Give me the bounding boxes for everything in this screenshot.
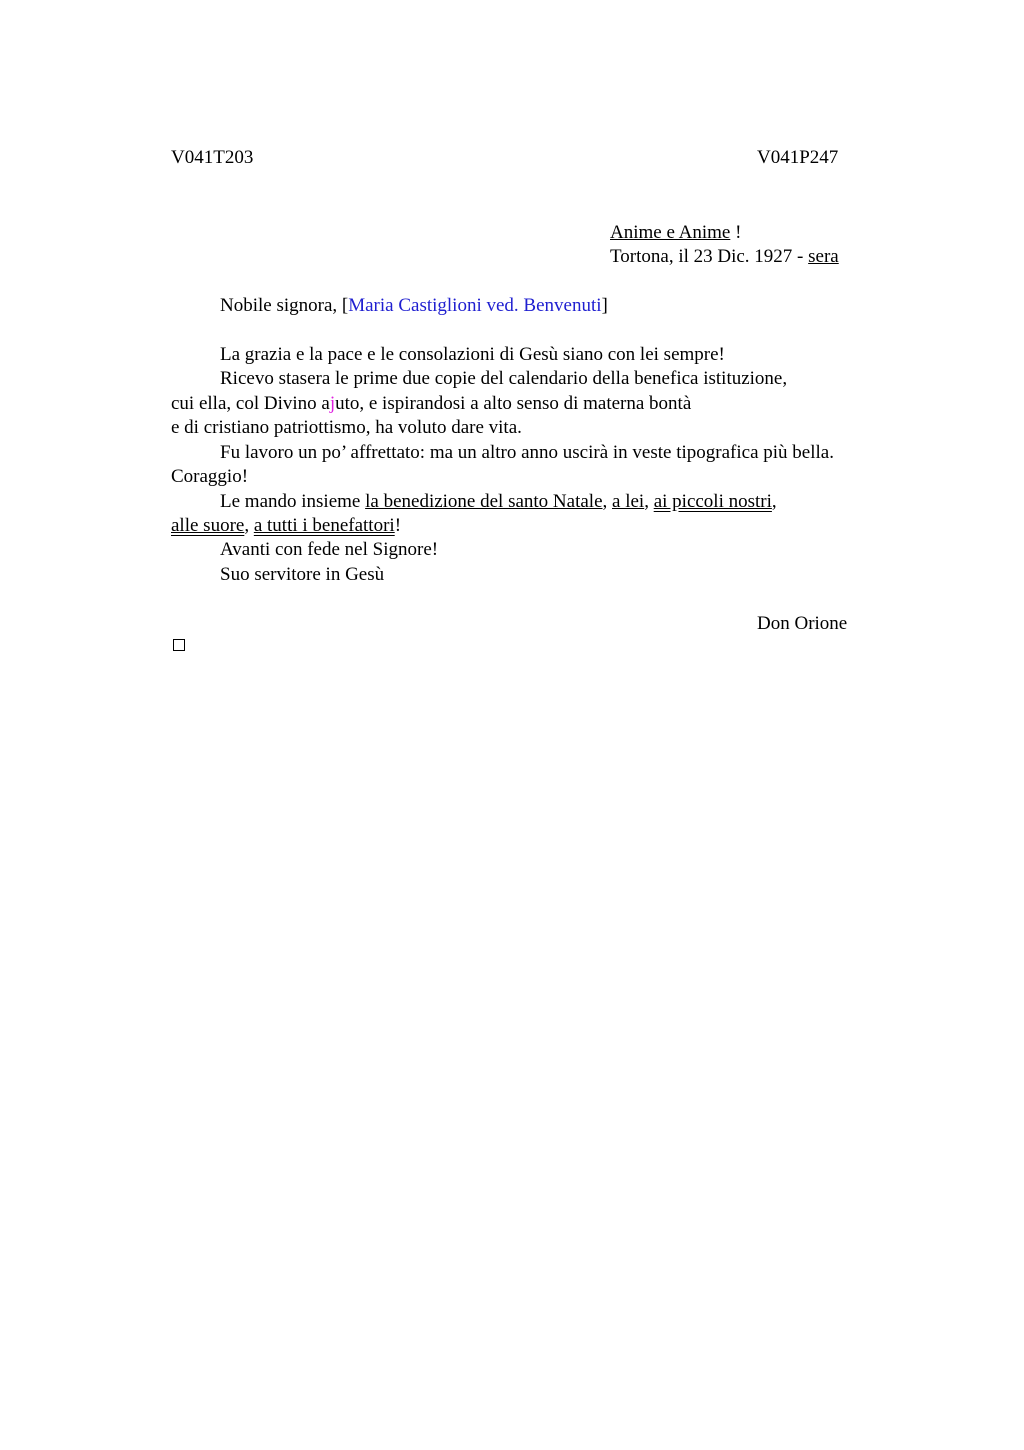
- double-underlined-phrase: alle suore: [171, 515, 245, 536]
- separator: ,: [244, 515, 254, 536]
- body-line-2: Ricevo stasera le prime due copie del calendario della benefica istituzione,: [220, 368, 788, 389]
- body-line-6: Coraggio!: [171, 466, 249, 487]
- body-line-4: e di cristiano patriottismo, ha voluto dare vita.: [171, 417, 522, 438]
- salutation-prefix: Nobile signora, [: [220, 295, 349, 316]
- underlined-phrase: la benedizione del santo Natale: [365, 491, 603, 512]
- double-underlined-phrase: a tutti i benefattori: [253, 515, 395, 536]
- right-code: V041P247: [757, 147, 839, 168]
- title-text: Anime e Anime: [610, 222, 731, 243]
- separator: ,: [771, 491, 777, 512]
- salutation: [220, 294, 608, 318]
- body-line-3: [171, 392, 691, 416]
- separator: !: [394, 515, 402, 536]
- left-code: V041T203: [171, 147, 254, 168]
- underlined-phrase: a lei: [612, 491, 645, 512]
- separator: ,: [644, 491, 654, 512]
- body-line-3-start: cui ella, col Divino a: [171, 393, 330, 414]
- separator: ,: [602, 491, 613, 512]
- body-line-5: Fu lavoro un po’ affrettato: ma un altro anno uscirà in veste tipografica più bella.: [220, 442, 834, 463]
- highlighted-letter: j: [329, 393, 336, 414]
- salutation-suffix: ]: [601, 295, 608, 316]
- body-line-7-start: Le mando insieme: [220, 491, 366, 512]
- body-line-8: [171, 514, 401, 538]
- body-line-10: Suo servitore in Gesù: [220, 564, 385, 585]
- body-line-3-end: uto, e ispirandosi a alto senso di materna bontà: [335, 393, 692, 414]
- recipient-name: Maria Castiglioni ved. Benvenuti: [348, 295, 602, 316]
- title-suffix: !: [730, 222, 742, 243]
- body-line-1: La grazia e la pace e le consolazioni di Gesù siano con lei sempre!: [220, 344, 725, 365]
- double-underlined-phrase: ai piccoli nostri: [653, 491, 772, 512]
- time-of-day: sera: [808, 246, 839, 267]
- signature: Don Orione: [757, 613, 848, 634]
- place-date: [610, 245, 839, 269]
- body-line-7: [220, 490, 777, 514]
- body-line-9: Avanti con fede nel Signore!: [220, 539, 439, 560]
- letter-title: [610, 221, 741, 245]
- place-date-text: Tortona, il 23 Dic. 1927 -: [610, 246, 809, 267]
- checkbox-icon: [173, 639, 185, 651]
